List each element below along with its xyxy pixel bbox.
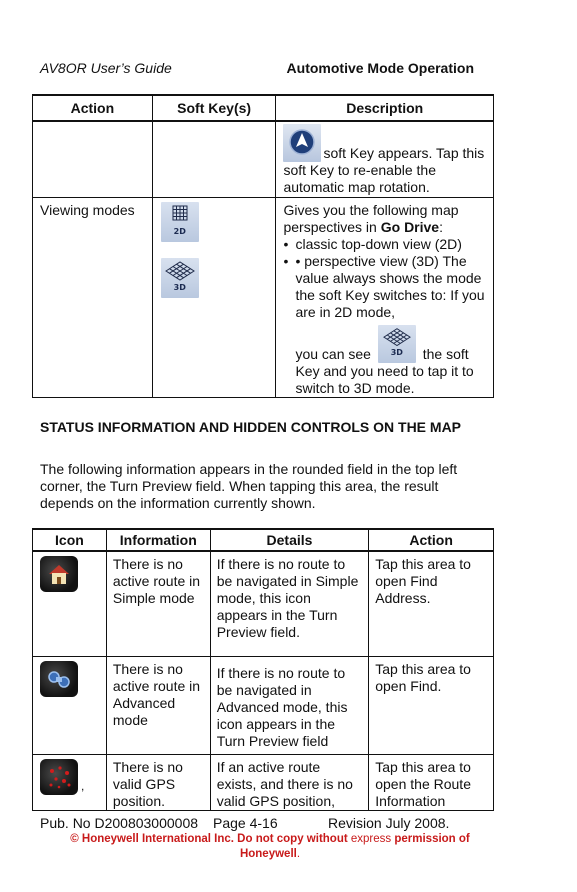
intro-text: Gives you the following map perspectives in bbox=[283, 201, 459, 235]
details-cell: If there is no route to be navigated in Simple mode, this icon appears in the Turn Preview field. bbox=[210, 551, 369, 656]
information-cell: There is no active route in Advanced mode bbox=[106, 656, 210, 754]
no-gps-map-icon bbox=[40, 759, 78, 795]
view-modes-list bbox=[283, 236, 486, 397]
details-cell: If there is no route to be navigated in Advanced mode, this icon appears in the Turn Preview field bbox=[210, 656, 369, 754]
column-header-information: Information bbox=[106, 529, 210, 551]
icon-cell bbox=[33, 754, 107, 810]
description-cell bbox=[276, 121, 494, 197]
description-text: soft Key appears. Tap this soft Key to re-enable the automatic map rotation. bbox=[283, 145, 485, 195]
copyright-text-c: permission of Honeywell bbox=[239, 833, 470, 860]
column-header-action: Action bbox=[33, 95, 153, 121]
section-intro: The following information appears in the rounded field in the top left corner, the Turn Preview field. When tapping this area, the result depends on the information currently shown. bbox=[40, 461, 458, 511]
table-row bbox=[33, 121, 494, 197]
table-header-row bbox=[33, 95, 494, 121]
inline-softkey-label: 3D bbox=[390, 347, 403, 357]
action-cell: Viewing modes bbox=[33, 197, 153, 397]
column-header-soft-keys: Soft Key(s) bbox=[152, 95, 276, 121]
column-header-details: Details bbox=[210, 529, 369, 551]
view-3d-softkey-inline-icon bbox=[378, 325, 416, 363]
description-cell bbox=[276, 197, 494, 397]
copyright-notice bbox=[50, 832, 490, 862]
page-number: Page 4-16 bbox=[213, 815, 278, 831]
column-header-action: Action bbox=[369, 529, 494, 551]
copyright-text-b: express bbox=[350, 833, 392, 845]
details-cell: If an active route exists, and there is no valid GPS position, bbox=[210, 754, 369, 810]
chapter-title: Automotive Mode Operation bbox=[286, 60, 474, 76]
soft-key-cell bbox=[152, 121, 276, 197]
bullet2-text: • perspective view (3D) The value always shows the mode the soft Key switches to: If you are in 2D mode, bbox=[295, 252, 485, 320]
column-header-description: Description bbox=[276, 95, 494, 121]
bullet2-post: the soft Key and you need to tap it to switch to 3D mode. bbox=[295, 345, 474, 396]
table-row bbox=[33, 754, 494, 810]
softkey-2d-label: 2D bbox=[173, 226, 186, 236]
table-row bbox=[33, 656, 494, 754]
home-map-icon bbox=[40, 556, 78, 592]
guide-title: AV8OR User’s Guide bbox=[40, 60, 172, 76]
view-2d-softkey-icon bbox=[161, 202, 199, 242]
bullet2-continued bbox=[295, 325, 486, 397]
revision-date: Revision July 2008. bbox=[328, 815, 450, 831]
section-title: STATUS INFORMATION AND HIDDEN CONTROLS ON THE MAP bbox=[40, 419, 462, 435]
table-row bbox=[33, 197, 494, 397]
table-row bbox=[33, 551, 494, 656]
information-cell: There is no active route in Simple mode bbox=[106, 551, 210, 656]
list-item bbox=[283, 253, 486, 397]
action-cell: Tap this area to open the Route Information bbox=[369, 754, 494, 810]
view-3d-softkey-icon bbox=[161, 258, 199, 298]
softkeys-table bbox=[32, 94, 494, 398]
route-search-map-icon bbox=[40, 661, 78, 697]
column-header-icon: Icon bbox=[33, 529, 107, 551]
status-info-table bbox=[32, 528, 494, 811]
copyright-text-a: © Honeywell International Inc. Do not copy without bbox=[70, 833, 351, 845]
description-intro bbox=[283, 202, 486, 236]
action-cell: Tap this area to open Find Address. bbox=[369, 551, 494, 656]
action-cell bbox=[33, 121, 153, 197]
icon-suffix: , bbox=[81, 778, 85, 793]
softkey-3d-label: 3D bbox=[173, 282, 186, 292]
bullet2-pre: you can see bbox=[295, 345, 371, 362]
information-cell: There is no valid GPS position. bbox=[106, 754, 210, 810]
copyright-text-d: . bbox=[296, 848, 301, 860]
list-item: • classic top-down view (2D) bbox=[283, 236, 486, 253]
icon-cell bbox=[33, 551, 107, 656]
icon-wrapper bbox=[40, 759, 106, 795]
page-header bbox=[40, 60, 480, 80]
table-header-row bbox=[33, 529, 494, 551]
action-cell: Tap this area to open Find. bbox=[369, 656, 494, 754]
intro-colon: : bbox=[439, 218, 443, 235]
north-up-softkey-icon bbox=[283, 124, 321, 162]
icon-cell bbox=[33, 656, 107, 754]
publication-number: Pub. No D200803000008 bbox=[40, 815, 199, 831]
soft-key-cell bbox=[152, 197, 276, 397]
intro-bold-text: Go Drive bbox=[380, 218, 440, 235]
